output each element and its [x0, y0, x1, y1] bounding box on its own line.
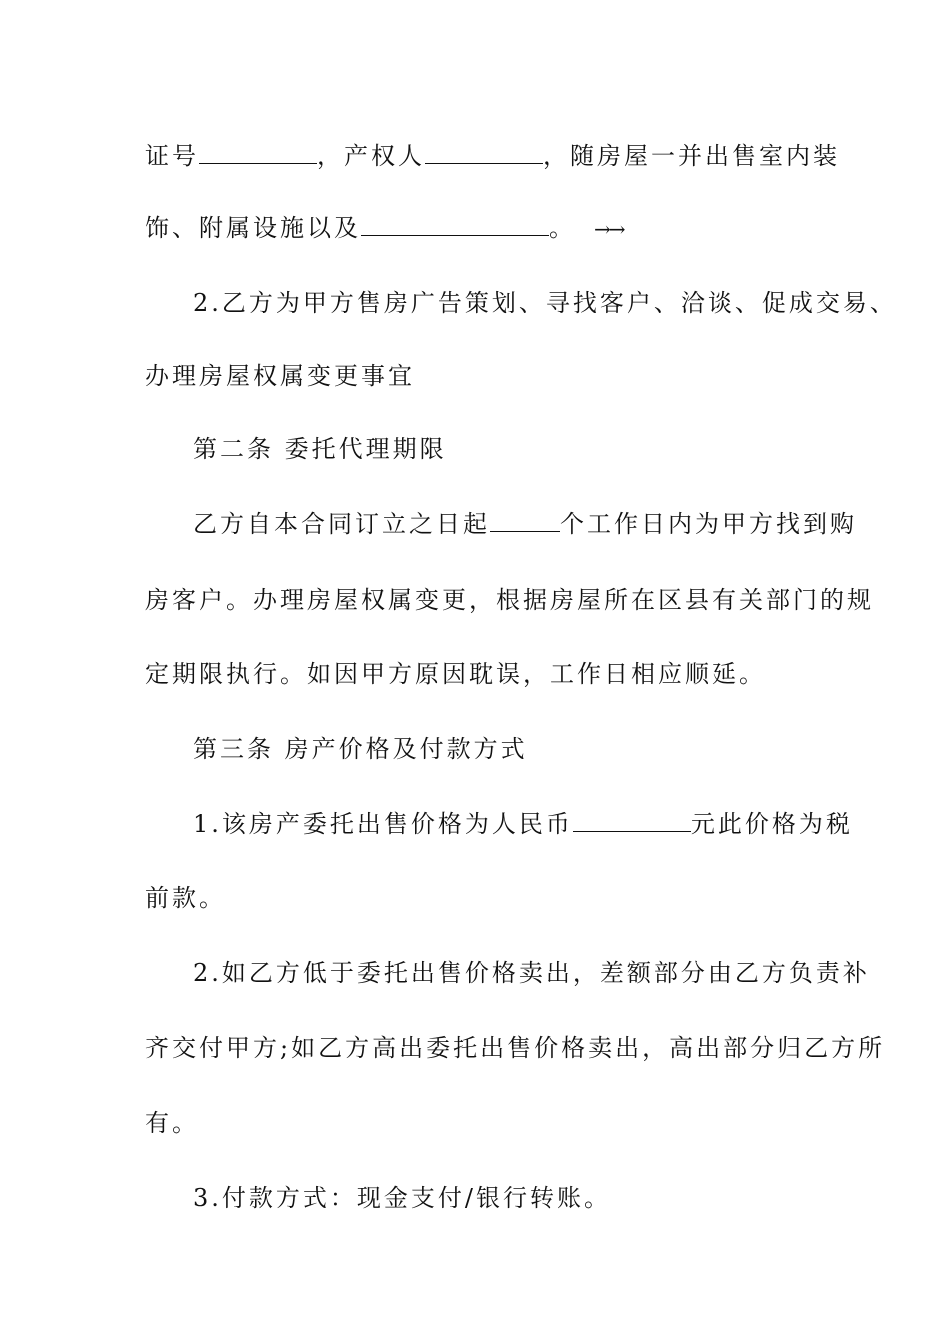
- fill-in-blank: [490, 511, 560, 532]
- text-line: 3.付款方式：现金支付/银行转账。: [193, 1184, 611, 1212]
- fill-in-blank: [199, 143, 317, 164]
- text-line: 有。: [145, 1109, 199, 1137]
- section-heading: 第二条 委托代理期限: [193, 435, 447, 463]
- text-line: 房客户。办理房屋权属变更，根据房屋所在区县有关部门的规: [145, 586, 874, 614]
- text-line: [193, 808, 873, 840]
- text-line: [193, 508, 873, 540]
- text-segment: 证号: [145, 142, 199, 170]
- text-segment: 元此价格为税: [690, 810, 853, 838]
- fill-in-blank: [573, 811, 691, 832]
- text-line: 2.乙方为甲方售房广告策划、寻找客户、洽谈、促成交易、: [193, 289, 897, 317]
- section-heading: 第三条 房产价格及付款方式: [193, 735, 528, 763]
- text-line: [145, 212, 825, 245]
- text-segment: 饰、附属设施以及: [145, 214, 361, 242]
- text-line: [145, 140, 840, 172]
- text-segment: 1.该房产委托出售价格为人民币: [193, 810, 573, 838]
- arrow-mark: →→: [594, 217, 624, 241]
- text-line: 前款。: [145, 884, 226, 912]
- fill-in-blank: [425, 143, 543, 164]
- text-line: 齐交付甲方;如乙方高出委托出售价格卖出，高出部分归乙方所: [145, 1034, 886, 1062]
- text-segment: ，随房屋一并出售室内装: [543, 142, 840, 170]
- fill-in-blank: [361, 215, 549, 236]
- text-segment: 个工作日内为甲方找到购: [560, 510, 857, 538]
- text-line: 定期限执行。如因甲方原因耽误，工作日相应顺延。: [145, 660, 766, 688]
- text-segment: ，产权人: [317, 142, 425, 170]
- text-segment: 。: [549, 214, 576, 242]
- text-line: 办理房屋权属变更事宜: [145, 362, 415, 390]
- text-line: 2.如乙方低于委托出售价格卖出，差额部分由乙方负责补: [193, 959, 870, 987]
- text-segment: 乙方自本合同订立之日起: [193, 510, 490, 538]
